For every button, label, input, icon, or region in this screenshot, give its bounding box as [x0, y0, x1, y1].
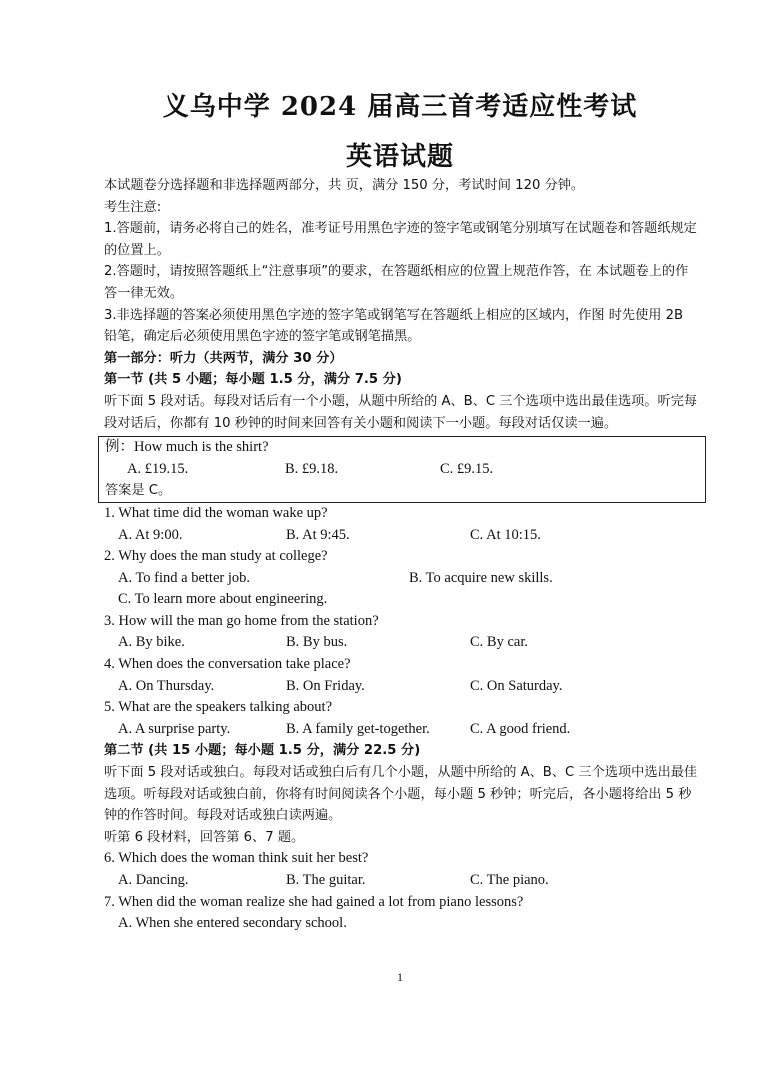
exam-body — [104, 175, 700, 935]
intro-line: 考生注意: — [104, 199, 162, 215]
example-options — [105, 459, 699, 481]
question-6-options — [104, 870, 700, 892]
option-a: A. When she entered secondary school. — [118, 915, 347, 932]
section1-instructions: 听下面 5 段对话。每段对话后有一个小题，从题中所给的 A、B、C 三个选项中选出最佳选项。听完每段对话后，你都有 10 秒钟的时间来回答有关小题和阅读下一小题。每段对话仅读一遍。 — [104, 393, 698, 431]
question-7: 7. When did the woman realize she had gained a lot from piano lessons? — [104, 893, 524, 910]
question-1: 1. What time did the woman wake up? — [104, 504, 328, 521]
section2-instructions: 听下面 5 段对话或独白。每段对话或独白后有几个小题，从题中所给的 A、B、C 三个选项中选出最佳选项。听每段对话或独白前，你将有时间阅读各个小题，每小题 5 秒钟；听完后，各小题将给出 5 秒钟的作答时间。每段对话或独白读两遍。 — [104, 765, 698, 824]
exam-title: 义乌中学 2024 届高三首考适应性考试 — [162, 92, 638, 122]
section2-heading: 第二节 (共 15 小题；每小题 1.5 分，满分 22.5 分) — [104, 743, 421, 759]
option-c: C. By car. — [470, 634, 528, 651]
question-2-options-row2 — [104, 589, 700, 611]
question-1-options — [104, 525, 700, 547]
question-5-options — [104, 719, 700, 741]
option-c: C. At 10:15. — [470, 526, 541, 543]
question-6: 6. Which does the woman think suit her best? — [104, 850, 369, 867]
option-c: C. On Saturday. — [470, 677, 563, 694]
material-6-instruction: 听第 6 段材料，回答第 6、7 题。 — [104, 829, 305, 845]
option-b: B. At 9:45. — [286, 526, 350, 543]
question-2-options — [104, 568, 700, 590]
option-a: A. On Thursday. — [118, 677, 215, 694]
question-5: 5. What are the speakers talking about? — [104, 699, 333, 716]
part1-heading: 第一部分：听力（共两节，满分 30 分） — [104, 350, 343, 366]
question-2: 2. Why does the man study at college? — [104, 548, 328, 565]
option-a: A. By bike. — [118, 634, 185, 651]
example-option-c: C. £9.15. — [440, 460, 494, 477]
page-number: 1 — [397, 970, 403, 984]
option-a: A. A surprise party. — [118, 720, 231, 737]
option-a: A. Dancing. — [118, 872, 189, 888]
question-7-options — [104, 913, 700, 935]
section1-heading: 第一节 (共 5 小题；每小题 1.5 分，满分 7.5 分) — [104, 372, 402, 388]
intro-line: 本试题卷分选择题和非选择题两部分，共 页，满分 150 分，考试时间 120 分钟。 — [104, 178, 585, 193]
question-3-options — [104, 632, 700, 654]
example-option-b: B. £9.18. — [285, 460, 339, 477]
option-c: C. To learn more about engineering. — [118, 591, 328, 608]
option-b: B. On Friday. — [286, 677, 365, 694]
option-b: B. The guitar. — [286, 872, 366, 888]
intro-line: 1.答题前，请务必将自己的姓名，准考证号用黑色字迹的签字笔或钢笔分别填写在试题卷和答题纸规定的位置上。 — [104, 221, 697, 258]
intro-line: 3.非选择题的答案必须使用黑色字迹的签字笔或钢笔写在答题纸上相应的区域内，作图 时先使用 2B 铅笔，确定后必须使用黑色字迹的签字笔或钢笔描黑。 — [104, 307, 684, 345]
exam-subtitle: 英语试题 — [345, 142, 454, 172]
example-answer: 答案是 C。 — [105, 483, 172, 499]
example-option-a: A. £19.15. — [127, 460, 189, 477]
option-c: C. The piano. — [470, 872, 549, 888]
option-c: C. A good friend. — [470, 720, 571, 737]
option-b: B. To acquire new skills. — [409, 569, 553, 586]
question-3: 3. How will the man go home from the station? — [104, 612, 379, 629]
example-question: 例：How much is the shirt? — [105, 439, 269, 456]
question-4-options — [104, 676, 700, 698]
option-a: A. At 9:00. — [118, 526, 183, 543]
option-b: B. By bus. — [286, 634, 348, 651]
question-4: 4. When does the conversation take place? — [104, 656, 351, 673]
intro-line: 2.答题时，请按照答题纸上“注意事项”的要求，在答题纸相应的位置上规范作答，在 本试题卷上的作答一律无效。 — [104, 264, 689, 301]
option-a: A. To find a better job. — [118, 569, 251, 586]
option-b: B. A family get-together. — [286, 720, 430, 737]
example-box — [98, 436, 706, 503]
